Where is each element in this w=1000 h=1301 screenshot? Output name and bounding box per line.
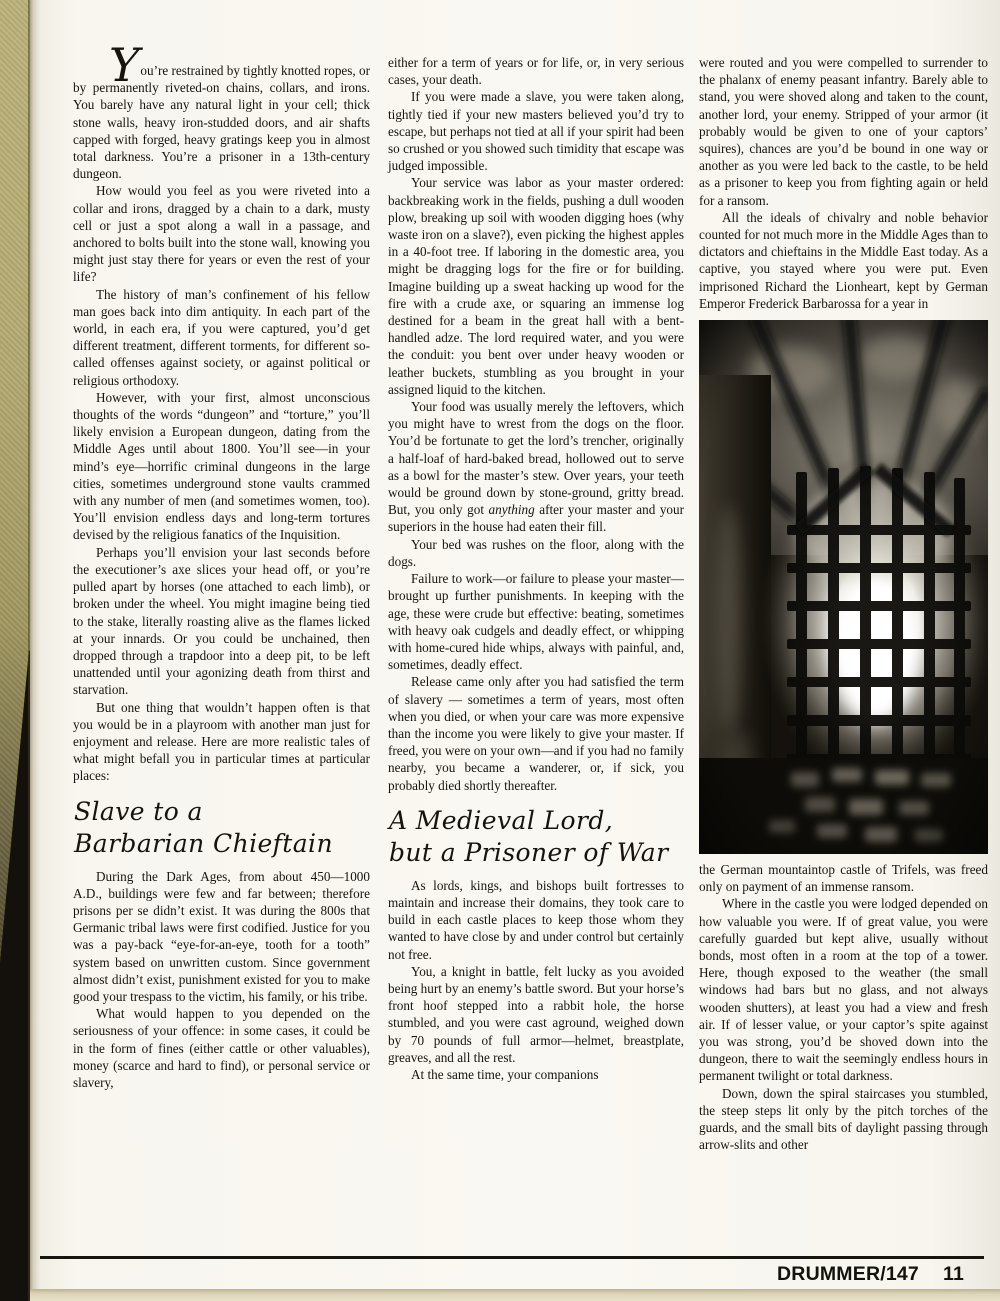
paragraph: Release came only after you had satisfied the term of slavery — sometimes a term of years, most often when you died, or when your care was more expensive than the income you were likely to give your master. If freed, you were on your own—and if you had no family nearby, you became a wanderer, or, if sick, you probably died shortly thereafter. xyxy=(388,674,684,793)
paragraph: Where in the castle you were lodged depended on how valuable you were. If of great value, you were carefully guarded but kept alive, usually without bonds, most often in a room at the top of a tower. Here, though exposed to the weather (the small windows had bars but no glass, and not always wooden shutters), at least you had a view and fresh air. If of lesser value, or your captor’s spite against you was strong, you’d be shoved down into the dungeon, there to wait the seemingly endless hours in permanent twilight or total darkness. xyxy=(699,896,988,1084)
section-heading-slave-to-a-barbarian-chieftain xyxy=(74,796,370,860)
paragraph: How would you feel as you were riveted into a collar and irons, dragged by a chain to a dark, musty cell or just a spot along a wall in a passage, and anchored to bolts built into the stone wall, knowing you might just stay there for years or even the rest of your life? xyxy=(73,183,370,285)
magazine-title: DRUMMER/147 xyxy=(777,1263,919,1285)
paragraph xyxy=(388,398,684,536)
paragraph: the German mountaintop castle of Trifels, was freed only on payment of an immense ransom. xyxy=(699,862,988,895)
paragraph: The history of man’s confinement of his fellow man goes back into dim antiquity. In each part of the world, in each era, if you were captured, you’d get different treatment, different torments, for different so-called offenses against society, or against political or religious orthodoxy. xyxy=(73,286,370,388)
heading-line: Barbarian Chieftain xyxy=(74,828,333,858)
paragraph: If you were made a slave, you were taken along, tightly tied if your new masters believed you’d try to escape, but perhaps not tied at all if your spirit had been so crushed or you showed such timidity that escape was judged impossible. xyxy=(388,89,684,174)
paragraph-text: after your master and your superiors in the house had eaten their fill. xyxy=(388,502,684,535)
column-2 xyxy=(388,54,684,1083)
emphasized-word: anything xyxy=(488,502,535,518)
dungeon-photo-graphic xyxy=(699,320,988,854)
paragraph-intro xyxy=(73,38,370,182)
paragraph: During the Dark Ages, from about 450—1000 A.D., buildings were few and far between; therefore prisons per se didn’t exist. It was during the 800s that Germanic tribal laws were first codified. Justice for you was a pay-back “eye-for-an-eye, tooth for a tooth” system based on unwritten custom. Since government almost didn’t exist, punishment existed for you to make good your trespass to the victim, his family, or his tribe. xyxy=(73,868,370,1004)
gutter-shadow xyxy=(28,0,40,1301)
paragraph: either for a term of years or for life, or, in very serious cases, your death. xyxy=(388,55,684,88)
heading-line: but a Prisoner of War xyxy=(389,837,669,867)
paragraph: You, a knight in battle, felt lucky as you avoided being hurt by an enemy’s battle sword. But your horse’s front hoof stepped into a rabbit hole, the horse stumbled, and you were cast aground, weighed down by 70 pounds of full armor—helmet, breastplate, greaves, and all the rest. xyxy=(388,963,684,1065)
paragraph: were routed and you were compelled to surrender to the phalanx of enemy peasant infantry. Barely able to stand, you were shoved along and taken to the count, another lord, your enemy. Stripped of your armor (it probably would be given to one of your captors’ squires), chances are you’d be bound in one way or another as you were led back to the castle, to be held as a prisoner to keep you from fighting again or held for a ransom. xyxy=(699,55,988,208)
paragraph: All the ideals of chivalry and noble behavior counted for not much more in the Middle Ages than to dictators and chieftains in the Middle East today. As a captive, you stayed where you were put. Even imprisoned Richard the Lionheart, kept by German Emperor Frederick Barbarossa for a year in xyxy=(699,209,988,311)
paragraph: As lords, kings, and bishops built fortresses to maintain and increase their domains, they took care to build in each castle places to keep those whom they wanted to have close by and under control but certainly not free. xyxy=(388,877,684,962)
column-1 xyxy=(73,38,370,1091)
paragraph: Your service was labor as your master ordered: backbreaking work in the fields, pushing a dull wooden plow, breaking up soil with wooden digging hoes (why waste iron on a slave?), even picking the highest apples in a 40-foot tree. If laboring in the domestic area, you might be dragging logs for the fire or for building. Imagine building up a sweat hacking up wood for the fire with a crude axe, or squaring an immense log destined for a beam in the great hall with a bent-handled adze. The lord required water, and you were the conduit: you bent over under heavy wooden or leather buckets, stumbling as you brought in your assigned liquid to the kitchen. xyxy=(388,175,684,397)
heading-line: A Medieval Lord, xyxy=(389,805,614,835)
section-heading-a-medieval-lord xyxy=(389,805,684,869)
heading-line: Slave to a xyxy=(74,796,203,826)
paragraph: Down, down the spiral staircases you stumbled, the steep steps lit only by the pitch torches of the guards, and the small bits of daylight passing through arrow-slits and other xyxy=(699,1085,988,1153)
footer-divider xyxy=(40,1256,984,1259)
paragraph-text: Your food was usually merely the leftovers, which you might have to wrest from the dogs on the floor. You’d be fortunate to get the lord’s trencher, originally a half-loaf of hard-baked bread, hollowed out to serve as a bowl for the master’s stew. Over years, your teeth would be ground down by stone-ground, gritty bread. But, you only got xyxy=(388,399,684,518)
page-footer xyxy=(777,1263,964,1286)
dungeon-photo xyxy=(699,320,988,854)
column-3 xyxy=(699,54,988,1154)
paragraph: But one thing that wouldn’t happen often is that you would be in a playroom with another man just for enjoyment and release. Here are more realistic tales of what might befall you in particular times at particular places: xyxy=(73,699,370,784)
paragraph: Perhaps you’ll envision your last seconds before the executioner’s axe slices your head off, or you’re pulled apart by horses (one attached to each limb), or broken under the wheel. You might imagine being tied to the stake, literally roasting alive as the flames licked at your innards. Or you could be unchained, then dropped through a trapdoor into a deep pit, to be left unattended until your agonizing death from thirst and starvation. xyxy=(73,544,370,698)
paragraph: Failure to work—or failure to please your master—brought up further punishments. In keeping with the age, these were crude but effective: beating, sometimes with heavy oak cudgels and deadly effect, or whipping with home-cured hide whips, always with painful, and, sometimes, deadly effect. xyxy=(388,571,684,673)
paragraph: However, with your first, almost unconscious thoughts of the words “dungeon” and “torture,” you’ll likely envision a European dungeon, dating from the Middle Ages until about 1800. You’ll see—in your mind’s eye—horrific criminal dungeons in the large cities, sometimes underground stone vaults crammed with any number of men (and sometimes women, too). You’ll envision endless days and long-term tortures devised by the religious fanatics of the Inquisition. xyxy=(73,389,370,543)
paragraph-text: ou’re restrained by tightly knotted ropes, or by permanently riveted-on chains, collars, and irons. You barely have any natural light in your cell; thick stone walls, heavy iron-studded doors, and air shafts capped with forged, heavy gratings keep you in almost total darkness. You’re a prisoner in a 13th-century dungeon. xyxy=(73,63,370,182)
page-number: 11 xyxy=(942,1263,964,1285)
paragraph: Your bed was rushes on the floor, along with the dogs. xyxy=(388,536,684,569)
paragraph: At the same time, your companions xyxy=(411,1066,599,1082)
dropcap-letter: Y xyxy=(109,38,138,92)
paragraph: What would happen to you depended on the seriousness of your offence: in some cases, it could be in the form of fines (either cattle or other valuables), money (scarce and hard to find), or personal service or slavery, xyxy=(73,1006,370,1090)
page-bottom-edge xyxy=(30,1289,1000,1301)
